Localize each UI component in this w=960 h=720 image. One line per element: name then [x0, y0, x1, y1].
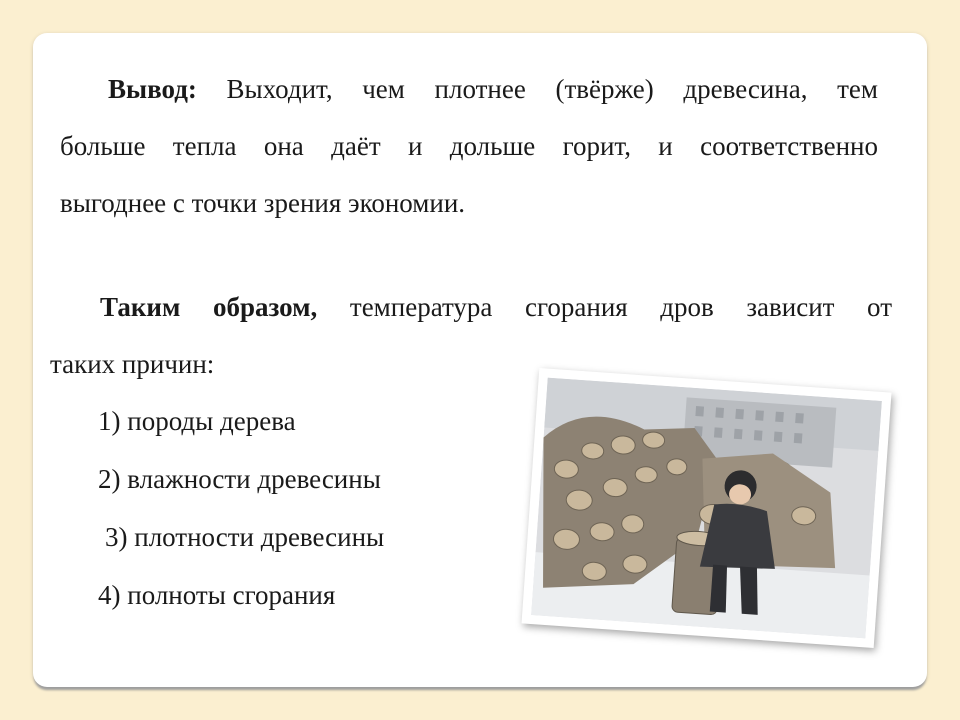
- reason-item: 4) полноты сгорания: [98, 580, 336, 610]
- summary-line-1: [100, 292, 892, 322]
- reason-item: 2) влажности древесины: [98, 464, 381, 494]
- conclusion-line-2: [60, 131, 878, 161]
- summary-line-2: [50, 349, 214, 379]
- conclusion-text-1: Выходит, чем плотнее (твёрже) древесина, тем: [226, 74, 879, 104]
- conclusion-text-2: больше тепла она даёт и дольше горит, и соответственно: [60, 131, 878, 161]
- firewood-photo: [531, 378, 882, 639]
- reason-item: 1) породы дерева: [98, 406, 296, 436]
- conclusion-line-1: [108, 74, 878, 104]
- conclusion-label: Вывод:: [108, 74, 197, 104]
- summary-text-1: температура сгорания дров зависит от: [349, 292, 892, 322]
- reason-item: 3) плотности древесины: [105, 522, 385, 552]
- summary-text-2: таких причин:: [50, 349, 215, 379]
- conclusion-line-3: [60, 188, 465, 218]
- conclusion-text-3: выгоднее с точки зрения экономии.: [60, 188, 466, 218]
- summary-label: Таким образом,: [100, 292, 318, 322]
- firewood-photo-frame: [522, 368, 892, 648]
